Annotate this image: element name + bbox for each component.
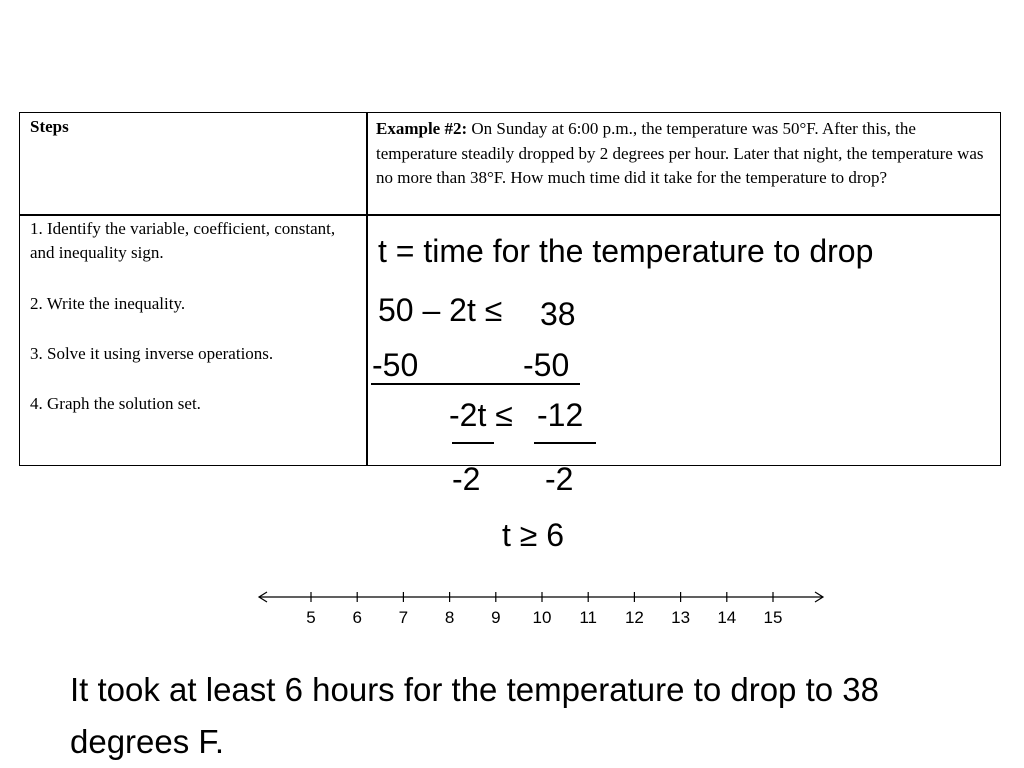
steps-header: Steps — [30, 117, 69, 136]
tick-label: 8 — [444, 608, 455, 627]
row-divider — [20, 214, 1000, 216]
fraction-bar-left — [452, 442, 494, 444]
divide-right: -2 — [545, 461, 574, 497]
tick-label: 9 — [491, 608, 501, 627]
tick-label: 12 — [624, 608, 644, 627]
divide-left: -2 — [452, 461, 481, 497]
example-text: On Sunday at 6:00 p.m., the temperature was 50°F. After this, the temperature steadily dropped by 2 degrees per hour. Later that night, the temperature was no more than 38°F. How much time did it take for the temperature to drop? — [376, 119, 984, 187]
tick-label: 14 — [717, 608, 737, 627]
result: t ≥ 6 — [502, 517, 565, 553]
step-4: 4. Graph the solution set. — [30, 394, 201, 413]
step-2: 2. Write the inequality. — [30, 294, 186, 313]
tick-label: 5 — [306, 608, 316, 627]
variable-definition: t = time for the temperature to drop — [378, 233, 874, 269]
subtract-left: -50 — [372, 347, 419, 383]
tick-label: 13 — [671, 608, 691, 627]
number-line — [252, 582, 832, 632]
tick-label: 11 — [579, 608, 598, 627]
tick-label: 10 — [532, 608, 552, 627]
example-label: Example #2: — [376, 119, 468, 138]
step-1: 1. Identify the variable, coefficient, constant, and inequality sign. — [30, 219, 336, 262]
column-divider — [366, 113, 368, 465]
inequality-right: 38 — [540, 296, 576, 332]
fraction-bar-right — [534, 442, 596, 444]
tick-label: 15 — [763, 608, 783, 627]
step-3: 3. Solve it using inverse operations. — [30, 344, 274, 363]
subtraction-underline — [371, 383, 580, 385]
example-problem — [376, 117, 996, 191]
answer-text: It took at least 6 hours for the temperature to drop to 38 degrees F. — [70, 671, 879, 760]
inequality-left: 50 – 2t ≤ — [378, 292, 503, 328]
tick-label: 6 — [352, 608, 362, 627]
step2-left: -2t ≤ — [449, 397, 513, 433]
tick-label: 7 — [398, 608, 409, 627]
step2-right: -12 — [537, 397, 584, 433]
subtract-right: -50 — [523, 347, 570, 383]
